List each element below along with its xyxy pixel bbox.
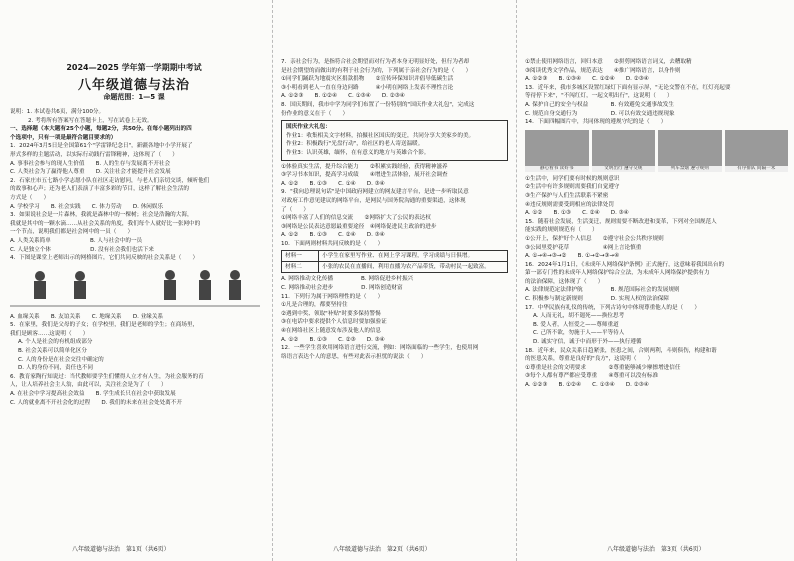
text-line: 人，让人培养社会主人翁，由此可以，关注社会是为了（ ） — [10, 382, 167, 389]
column-page-1 — [2, 0, 268, 561]
text-line: ①同学们踊跃为地震灾区捐款捐物 ②宣传环保知识并倡导低碳生活 — [281, 76, 454, 83]
text-line: ③公园里爱护花草 ④网上言论慎重 — [525, 244, 642, 251]
materials-table — [281, 250, 508, 273]
text-line: 6．教育家陶行知说过：当代教师要学生们懂得人立才有人生，为社会服务的育 — [10, 373, 204, 380]
police-illustration — [10, 266, 262, 310]
box-title: 国庆作业大礼包： — [286, 124, 331, 131]
exam-subject-title: 八年级道德与法治 — [77, 78, 190, 93]
text-line: 4．下图是课堂上老师出示的网格图片，它们共同反映的社会关系是（ ） — [10, 255, 199, 262]
text-line: 一个节点，说明我们都是社会网中的一员（ ） — [10, 229, 134, 236]
text-line: ①公开上，保护好个人信息 ②遵守社会公共秩序规则 — [525, 235, 664, 242]
text-line: 方式是（ ） — [10, 194, 50, 201]
page-footer: 八年级道德与法治 第3页（共6页） — [607, 546, 705, 553]
text-line: C. 网络推动社会进步 D. 网络创造财富 — [281, 285, 403, 292]
text-line: 8．国庆期间，我市中学为同学们布置了一份特别的"国庆作业大礼包"，完成这 — [281, 101, 475, 108]
text-line: 5．在家里，我们是父母的子女；在学校里，我们是老师的学生；在商场里， — [10, 322, 199, 329]
page-1-body — [10, 108, 262, 407]
text-line: ③在电话中要求提供个人信息时要加强验证 — [281, 319, 387, 326]
text-line: A. ①② B. ①③ C. ②③ D. ③④ — [281, 336, 385, 343]
table-cell: 材料一 — [282, 251, 319, 262]
text-line: 15．随着社会发展，生活变迁，规则需要不断改进和变革，下列对全国规范人 — [525, 218, 717, 225]
section-heading: 一、选择题（本大题有25个小题，每题2分，共50分。在每小题列出的四 — [10, 126, 192, 133]
text-line: 2．石家庄市五七路小学志愿小队在社区走访慰问，与老人们亲切交谈，倾听他们 — [10, 177, 210, 184]
text-line: C. 人类社会为了赢得他人尊重 D. 关注社会才能提升社会发展 — [10, 169, 171, 176]
text-line: C. 人的就业离不开社会化的过程 D. 我们的未来在社会处处离不开 — [10, 399, 182, 406]
text-line: 份作业的意义在于（ ） — [281, 110, 349, 117]
text-line: C. 规范自身交通行为 D. 可以有效交通违规现象 — [525, 110, 675, 117]
photo-caption: 列车禁烟 遵守规则 — [658, 166, 722, 172]
column-page-2 — [272, 0, 512, 561]
text-line: A. 人类关系简单 B. 人与社会中的一员 — [10, 237, 143, 244]
text-line: ②生活中有许多规则需要我们自觉遵守 — [525, 184, 620, 191]
text-line: ④违反规则需要受到相应的法律处罚 — [525, 201, 614, 208]
text-line: A. ①② B. ①③ C. ②④ D. ③④ — [281, 232, 385, 239]
text-line: 9．"我向总理说句话"是中国政府网建立的网友建言平台，是进一步听取民意 — [281, 189, 469, 196]
box-line: 作业3：认识英雄，缅怀，在有意义的地方与英雄合个影。 — [286, 149, 430, 156]
page-footer: 八年级道德与法治 第2页（共6页） — [333, 546, 431, 553]
text-line: ①体验真实生活，提升综合能力 ②积累实践经验，获得精神滋养 — [281, 163, 448, 170]
text-line: ①凡是合理的，都要坚持住 — [281, 302, 348, 309]
photo-reading — [525, 130, 589, 172]
text-line: 12．一些学生喜欢用网络语言进行交流，例如：网络面临的一些学生，也使用网 — [281, 345, 479, 352]
text-line: 我就是其中的一颗水滴……从社会关系的角度，我们每个人就好比一张网中的 — [10, 220, 201, 227]
text-line: 14．下面四幅图片中，共同体现的遵规守纪的是（ ） — [525, 119, 667, 126]
text-line: ③每个人都有尊严都应受尊重 ④尊重可以没有标准 — [525, 373, 659, 380]
text-line: 是社会期望的而做出的有利于社会行为的，下列属于亲社会行为的是（ ） — [281, 67, 472, 74]
text-line: 13．近年来，我市多城区设置红绿灯下面有显示屏，"无论交警在不在，红灯亮起要 — [525, 84, 731, 91]
text-line: C. 人的身份是在社会交往中确定的 — [18, 356, 104, 363]
text-line: A. 在社会中学习提高社会效益 B. 学生成长只在社会中获取发展 — [10, 391, 176, 398]
table-cell: 小学生在家里写作业、在网上学习课程，学习成绩与日俱增。 — [319, 251, 508, 262]
text-line: A. ①②③ B. ①②④ C. ①③④ D. ②③④ — [525, 382, 649, 388]
photo-caption: 有序排队 间隔一米 — [725, 166, 789, 172]
text-line: A. ①② B. ①③ C. ①④ D. ③④ — [281, 180, 385, 187]
text-line: D. 诚实守信，诚于中而形于外——执行遵循 — [533, 339, 642, 346]
homework-gift-box — [281, 120, 508, 160]
text-line: A. ①②③ B. ①③④ C. ①②④ D. ②③④ — [525, 76, 649, 83]
text-line: ①尊重是社会的文明要求 ②尊重能够减少摩擦增进信任 — [525, 364, 681, 371]
table-row — [282, 251, 508, 262]
box-line: 作业1：收集相关文字材料，拍摄社区国庆的变迁，共同分享大美家乡的美。 — [286, 132, 475, 139]
text-line: C. 己所不欲，勿施于人——平等待人 — [533, 330, 625, 337]
text-line: ①网络丰富了人们的信息交流 ②网络扩大了公民的表达权 — [281, 215, 431, 222]
text-line: ①禁止使用网络语言，回归本意 ②拼剪网络语言词义，去糟取精 — [525, 59, 692, 65]
text-line: 我们是顾客……这说明（ ） — [10, 330, 89, 337]
text-line: B. 爱人者，人恒爱之——尊师重道 — [533, 321, 619, 328]
exam-term: 2024—2025 学年第一学期期中考试 — [66, 63, 202, 72]
text-line: ①生活中，同学们要有时候的规则意识 — [525, 175, 620, 182]
text-line: D. 人的身份不同，责任也不同 — [18, 365, 93, 372]
text-line: A. 血缘关系 B. 友谊关系 C. 地缘关系 D. 业缘关系 — [10, 313, 164, 320]
page-2-body — [281, 58, 508, 361]
text-line: ④在网络社区上随意发布涉及他人的信息 — [281, 328, 382, 335]
text-line: C. 积极参与制定新规则 D. 实现人权的法治保障 — [525, 296, 669, 303]
text-line: 2. 考将所有答案写在答题卡上，写在试卷上无效。 — [28, 117, 153, 124]
section-heading: 个选项中，只有一项是最符合题目要求的） — [10, 134, 117, 141]
text-line: C. 人是独立个体 D. 没有社会我们也活下来 — [10, 246, 154, 253]
text-line: 11．下列行为属于网络理性的是（ ） — [281, 293, 384, 300]
text-line: A. 网络推动文化传播 B. 网络促进乡村振兴 — [281, 276, 414, 283]
table-cell: 小张的农民在直播间，利用直播为农产品带货，带动村民一起致富。 — [319, 262, 508, 273]
photo-queue — [725, 130, 789, 172]
text-line: 说明：1. 本试卷共6页，满分100分。 — [10, 109, 105, 115]
text-line: A. 事事社会参与的现人生价值 B. 人的生存与发展离不开社会 — [10, 160, 171, 167]
text-line: 第一部专门性的未成年人网络保护综合立法，为未成年人网络保护提供有力 — [525, 270, 710, 277]
police-officers-icon — [10, 266, 260, 310]
text-line: 3．如果说社会是一片森林，我就是森林中的一棵树；社会是浩瀚的大海， — [10, 212, 193, 219]
photo-no-smoking — [658, 130, 722, 172]
text-line: ③小明看到老人一直在身边问路 ④小明在网络上发表不理性言论 — [281, 84, 454, 91]
text-line: 17．中华民族有礼仪的传统，下列古诗句中体现尊重他人的是（ ） — [525, 304, 700, 311]
text-line: A. 保护自己的安全与权益 B. 有效避免交通事故发生 — [525, 101, 674, 108]
photo-caption: 静心看书 读好书 — [525, 166, 589, 172]
text-line: A. ①② B. ①③ C. ②④ D. ③④ — [525, 210, 629, 217]
text-line: 18．近年来，民众关系日趋紧张，医患之间，合则两利，斗则俱伤，构建和谐 — [525, 347, 717, 354]
text-line: 7．亲社会行为，是指符合社会期望而对行为者本身无明显好处，但行为者却 — [281, 59, 470, 65]
page-3-body — [525, 58, 788, 390]
text-line: ③生产保护与人们生活联系不紧密 — [525, 192, 609, 199]
text-line: 1．2024年3月5日是全国第61个"学雷锋纪念日"，新疆各地中小学开展了 — [10, 143, 193, 150]
text-line: A. 人而无礼，胡不遄死——换位思考 — [533, 313, 625, 320]
photo-traffic — [592, 130, 656, 172]
text-line: 的医患关系，尊重是良好的"良方"，这说明（ ） — [525, 356, 654, 363]
text-line: 等待停下来"，"不闯红灯，一起文明出行"，这说明（ ） — [525, 93, 673, 100]
text-line: 的故事和心声；还为老人们表演了丰富多彩的节目，这样了解社会生活的 — [10, 186, 190, 193]
text-line: ②遇到中奖、领取"补贴"时要多保持警惕 — [281, 310, 381, 317]
column-page-3 — [516, 0, 792, 561]
text-line: 了（ ） — [281, 206, 309, 213]
text-line: 对政府工作意见建议的网络平台，是网民与国务院沟通的重要渠道，这体现 — [281, 197, 466, 204]
text-line: ③阅读优秀文学作品，规范表达 ④推广网络语言，以身作则 — [525, 67, 681, 74]
text-line: 16．2024年1月1日，《未成年人网络保护条例》正式施行，这意味着我国出台的 — [525, 261, 725, 268]
text-line: ③网络是公民表达意愿最重要途径 ④网络促进民主政治的进步 — [281, 223, 437, 230]
table-cell: 材料二 — [282, 262, 319, 273]
photo-caption: 文明出行 遵守交规 — [592, 166, 656, 172]
text-line: ③学习书本知识，提高学习成绩 ④增进生活体验，展开社会调查 — [281, 172, 448, 179]
text-line: 形式多样的主题活动，以实际行动践行雷锋精神，这体现了（ ） — [10, 151, 178, 158]
text-line: A. 学校学习 B. 社会实践 C. 体力劳动 D. 休闲娱乐 — [10, 203, 164, 210]
text-line: A. ①→④→③→② B. ①→②→③→④ — [525, 253, 620, 260]
text-line: 能实践的规则规范有（ ） — [525, 227, 598, 234]
table-row — [282, 262, 508, 273]
text-line: A. 个人是社会的有机组成部分 — [18, 339, 93, 346]
text-line: A. 法律规范定法律护航 B. 规范国际社会的发展规则 — [525, 287, 680, 294]
text-line: 的法治保障，这体现了（ ） — [525, 278, 604, 285]
text-line: 10．下面两则材料共同反映的是（ ） — [281, 240, 384, 247]
text-line: A. ①②③ B. ①②④ C. ①③④ D. ②③④ — [281, 93, 405, 100]
page-footer: 八年级道德与法治 第1页（共6页） — [72, 546, 170, 553]
box-line: 作业2：积极践行"光盘行动"，给社区的老人寄送温暖。 — [286, 141, 424, 148]
text-line: 络语言表达个人的意思，有些对此表示担忧的说法（ ） — [281, 353, 427, 360]
text-line: B. 社会关系可以简单化区分 — [18, 348, 87, 355]
exam-scope: 命题范围：1—5 课 — [103, 93, 165, 101]
rules-photo-row — [525, 130, 788, 172]
